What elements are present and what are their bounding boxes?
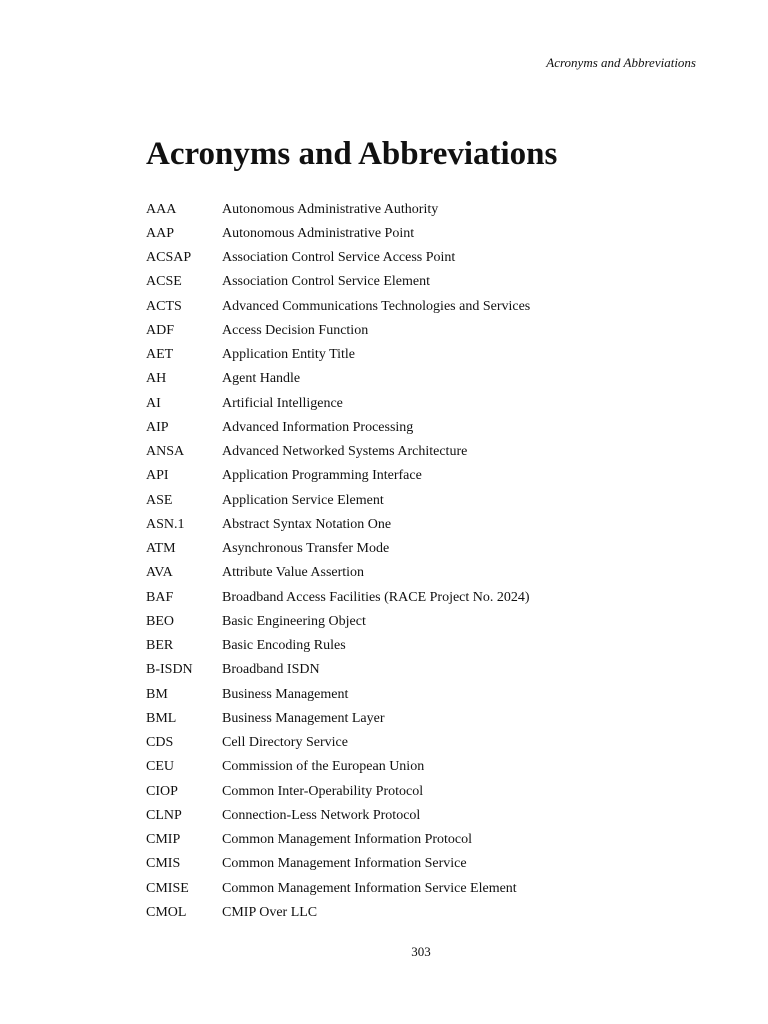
acronym-row <box>146 876 530 900</box>
acronym-row <box>146 706 530 730</box>
acronym-term: AI <box>146 395 161 411</box>
acronym-term: ATM <box>146 541 176 557</box>
acronym-definition: Commission of the European Union <box>222 759 425 775</box>
acronym-definition: Common Management Information Protocol <box>222 832 473 848</box>
acronym-definition: Access Decision Function <box>222 322 369 338</box>
acronym-row <box>146 318 530 342</box>
acronym-term: ACSAP <box>146 250 192 266</box>
acronym-term: AAP <box>146 225 175 241</box>
acronym-definition: Application Service Element <box>222 492 384 508</box>
acronym-term: AIP <box>146 419 169 435</box>
acronym-term: BAF <box>146 589 174 605</box>
acronym-row <box>146 537 530 561</box>
acronym-row <box>146 779 530 803</box>
acronym-term: BM <box>146 686 168 702</box>
acronym-definition: Cell Directory Service <box>222 735 348 751</box>
acronym-row <box>146 609 530 633</box>
acronym-row <box>146 464 530 488</box>
acronym-definition: Broadband Access Facilities (RACE Project No. 2024) <box>222 589 530 605</box>
acronym-definition: Association Control Service Element <box>222 274 431 290</box>
acronym-row <box>146 561 530 585</box>
acronym-term: B-ISDN <box>146 662 193 678</box>
acronym-term: CMIS <box>146 856 181 872</box>
acronym-definition: Application Entity Title <box>222 347 356 363</box>
acronym-term: ASN.1 <box>146 516 185 532</box>
acronym-row <box>146 900 530 924</box>
acronym-row <box>146 634 530 658</box>
acronym-row <box>146 343 530 367</box>
acronym-definition: Artificial Intelligence <box>222 395 343 411</box>
acronym-definition: Basic Encoding Rules <box>222 638 346 654</box>
running-header: Acronyms and Abbreviations <box>546 55 696 70</box>
acronym-definition: Common Management Information Service Element <box>222 880 517 896</box>
acronym-definition: Abstract Syntax Notation One <box>222 516 392 532</box>
acronym-row <box>146 512 530 536</box>
acronym-row <box>146 755 530 779</box>
acronym-row <box>146 415 530 439</box>
acronym-term: ACTS <box>146 298 182 314</box>
acronym-row <box>146 367 530 391</box>
acronym-definition: CMIP Over LLC <box>222 904 318 920</box>
acronym-term: BEO <box>146 613 174 629</box>
acronym-row <box>146 803 530 827</box>
acronym-term: BER <box>146 638 174 654</box>
acronym-definition: Attribute Value Assertion <box>222 565 365 581</box>
acronym-definition: Application Programming Interface <box>222 468 422 484</box>
acronym-definition: Agent Handle <box>222 371 301 387</box>
acronym-row <box>146 658 530 682</box>
acronym-term: BML <box>146 710 177 726</box>
acronym-row <box>146 585 530 609</box>
acronym-definition: Connection-Less Network Protocol <box>222 807 421 823</box>
page-number: 303 <box>411 944 431 959</box>
acronym-row <box>146 294 530 318</box>
chapter-title: Acronyms and Abbreviations <box>146 136 558 172</box>
acronym-row <box>146 197 530 221</box>
acronym-row <box>146 731 530 755</box>
acronym-term: CMIP <box>146 832 181 848</box>
acronym-definition: Asynchronous Transfer Mode <box>222 541 390 557</box>
acronym-term: ANSA <box>146 444 185 460</box>
acronym-row <box>146 852 530 876</box>
acronym-row <box>146 391 530 415</box>
acronym-term: CLNP <box>146 807 182 823</box>
acronym-row <box>146 488 530 512</box>
acronym-row <box>146 682 530 706</box>
acronym-term: ASE <box>146 492 173 508</box>
acronym-term: CMISE <box>146 880 189 896</box>
acronym-term: CEU <box>146 759 174 775</box>
acronym-definition: Broadband ISDN <box>222 662 320 678</box>
acronym-definition: Business Management <box>222 686 349 702</box>
acronym-row <box>146 221 530 245</box>
acronym-definition: Business Management Layer <box>222 710 385 726</box>
acronym-definition: Common Inter-Operability Protocol <box>222 783 424 799</box>
acronym-term: ACSE <box>146 274 182 290</box>
acronym-definition: Basic Engineering Object <box>222 613 366 629</box>
acronym-definition: Advanced Networked Systems Architecture <box>222 444 468 460</box>
acronym-term: AVA <box>146 565 173 581</box>
acronym-row <box>146 440 530 464</box>
acronym-term: ADF <box>146 322 175 338</box>
acronym-definition: Advanced Communications Technologies and Services <box>222 298 531 314</box>
acronym-row <box>146 246 530 270</box>
acronym-definition: Advanced Information Processing <box>222 419 414 435</box>
acronym-term: API <box>146 468 169 484</box>
acronym-definition: Autonomous Administrative Authority <box>222 201 439 217</box>
acronym-list <box>146 197 530 925</box>
acronym-term: CDS <box>146 735 174 751</box>
acronym-term: AAA <box>146 201 177 217</box>
acronym-term: CMOL <box>146 904 187 920</box>
acronym-definition: Autonomous Administrative Point <box>222 225 415 241</box>
acronym-row <box>146 270 530 294</box>
acronym-term: AH <box>146 371 167 387</box>
acronym-definition: Association Control Service Access Point <box>222 250 456 266</box>
acronym-term: CIOP <box>146 783 178 799</box>
acronym-row <box>146 828 530 852</box>
acronym-term: AET <box>146 347 174 363</box>
acronym-definition: Common Management Information Service <box>222 856 467 872</box>
